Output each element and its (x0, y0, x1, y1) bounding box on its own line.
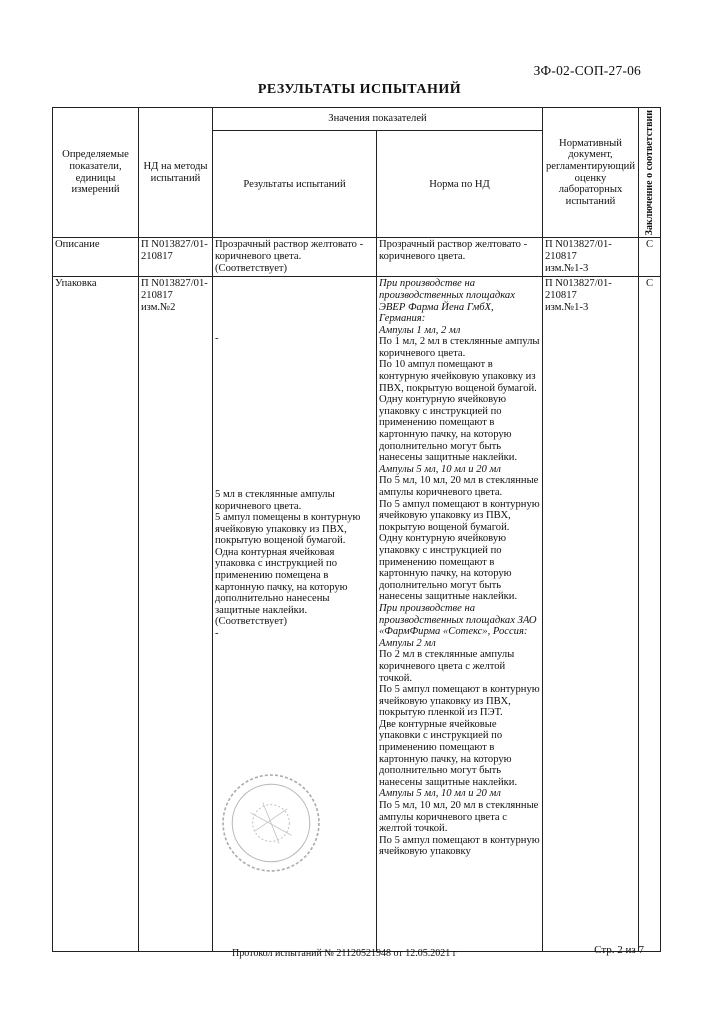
header-conclusion-label: Заключение о соответствии (643, 110, 655, 236)
doc-line: изм.№1-3 (545, 301, 589, 313)
row-conclusion: С (639, 277, 661, 952)
nd-line: П N013827/01- (141, 278, 208, 290)
nd-line: изм.№2 (141, 301, 176, 313)
result-paragraph: 5 мл в стеклянные ампулы коричневого цвета. (215, 488, 335, 512)
result-paragraphs (215, 489, 374, 640)
protocol-footer: Протокол испытаний № 21120521948 от 12.05.2021 г (232, 948, 457, 959)
norm-paragraph: По 1 мл, 2 мл в стеклянные ампулы коричневого цвета. (379, 336, 540, 359)
result-dash: - (215, 333, 219, 345)
row-conclusion: С (639, 238, 661, 277)
header-values-group: Значения показателей (213, 108, 543, 131)
doc-line: 210817 (545, 250, 577, 262)
row-name: Упаковка (53, 277, 139, 952)
norm-paragraph: Ампулы 5 мл, 10 мл и 20 мл (379, 788, 501, 800)
row-nd (139, 277, 213, 952)
nd-line: П N013827/01- (141, 239, 208, 251)
row-doc (543, 238, 639, 277)
header-norm: Норма по НД (377, 131, 543, 238)
row-norm (377, 277, 543, 952)
round-stamp-icon (220, 772, 322, 874)
norm-paragraph: При производстве на производственных площадках ЭВЕР Фарма Йена ГмбХ, Германия: (379, 278, 515, 325)
doc-line: П N013827/01- (545, 239, 612, 251)
norm-paragraph: По 5 мл, 10 мл, 20 мл в стеклянные ампулы коричневого цвета с желтой точкой. (379, 800, 539, 835)
header-indicators: Определяемые показатели, единицы измерений (53, 108, 139, 238)
norm-paragraph: Одну контурную ячейковую упаковку с инструкцией по применению помещают в картонную пачку, на которую дополнительно могут быть нанесены защитные наклейки. (379, 533, 518, 603)
norm-paragraph: По 5 мл, 10 мл, 20 мл в стеклянные ампулы коричневого цвета. (379, 475, 539, 499)
row-doc (543, 277, 639, 952)
row-nd (139, 238, 213, 277)
norm-paragraph: При производстве на производственных площадках ЗАО «ФармФирма «Сотекс», Россия: (379, 602, 537, 638)
table-row-packaging (53, 277, 661, 952)
result-paragraph: - (215, 628, 219, 640)
result-paragraph: (Соответствует) (215, 616, 288, 628)
header-test-results: Результаты испытаний (213, 131, 377, 238)
row-result: Прозрачный раствор желтовато - коричневого цвета. (Соответствует) (213, 238, 377, 277)
header-conclusion (639, 108, 661, 238)
norm-paragraph: По 2 мл в стеклянные ампулы коричневого цвета с желтой точкой. (379, 649, 515, 684)
header-normative-document: Нормативный документ, регламентирующий оценку лабораторных испытаний (543, 108, 639, 238)
doc-line: изм.№1-3 (545, 262, 589, 274)
row-name: Описание (53, 238, 139, 277)
row-norm: Прозрачный раствор желтовато - коричневого цвета. (377, 238, 543, 277)
table-row-description (53, 238, 661, 277)
result-paragraph: Одна контурная ячейковая упаковка с инструкцией по применению помещена в картонную пачку, на которую дополнительно нанесены защитные наклейки. (215, 546, 348, 616)
norm-paragraph: По 5 ампул помещают в контурную ячейковую упаковку (379, 834, 540, 858)
norm-blocks (379, 278, 540, 858)
page-number: Стр. 2 из 7 (594, 944, 644, 956)
doc-line: 210817 (545, 289, 577, 301)
nd-line: 210817 (141, 250, 173, 262)
doc-line: П N013827/01- (545, 278, 612, 290)
results-table (52, 107, 661, 952)
norm-paragraph: Одну контурную ячейковую упаковку с инструкцией по применению помещают в картонную пачку, на которую дополнительно могут быть нанесены защитные наклейки. (379, 394, 518, 464)
norm-paragraph: Ампулы 1 мл, 2 мл (379, 324, 461, 336)
page-title: РЕЗУЛЬТАТЫ ИСПЫТАНИЙ (257, 82, 462, 97)
result-paragraph: 5 ампул помещены в контурную ячейковую упаковку из ПВХ, покрытую вощеной бумагой. (215, 512, 361, 547)
nd-line: 210817 (141, 289, 173, 301)
norm-paragraph: Ампулы 2 мл (379, 637, 436, 649)
norm-paragraph: Две контурные ячейковые упаковки с инструкцией по применению помещают в картонную пачку, на которую дополнительно могут быть нанесены защитные наклейки. (379, 718, 518, 788)
norm-paragraph: По 10 ампул помещают в контурную ячейковую упаковку из ПВХ, покрытую вощеной бумагой. (379, 359, 537, 394)
document-code: ЗФ-02-СОП-27-06 (533, 63, 641, 78)
norm-paragraph: Ампулы 5 мл, 10 мл и 20 мл (379, 463, 501, 475)
header-row-1 (53, 108, 661, 131)
header-nd-methods: НД на методы испытаний (139, 108, 213, 238)
norm-paragraph: По 5 ампул помещают в контурную ячейковую упаковку из ПВХ, покрытую пленкой из ПЭТ. (379, 684, 540, 719)
norm-paragraph: По 5 ампул помещают в контурную ячейковую упаковку из ПВХ, покрытую вощеной бумагой. (379, 498, 540, 533)
